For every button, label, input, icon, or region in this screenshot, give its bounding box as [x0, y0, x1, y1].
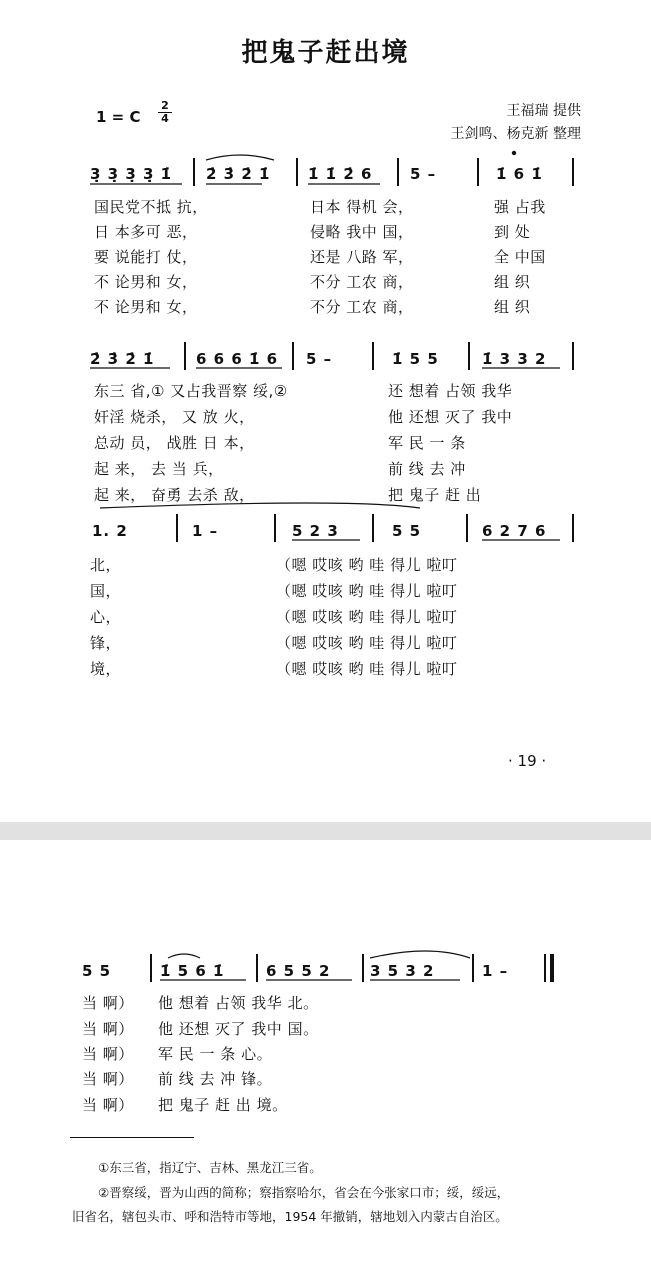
lyric-s1-v4-b: 不分 工农 商，	[310, 273, 414, 291]
lyric-s1-v1-a: 国民党不抵 抗，	[94, 198, 208, 216]
lyric-s3-v1-b: （嗯 哎咳 哟 哇 得儿 啦叮	[276, 556, 458, 574]
notes-s1-m2: 2̇ 3̇ 2̇ 1̇	[206, 165, 271, 183]
notes-s2-m2: 6 6 6 1̇ 6	[196, 350, 279, 368]
footnote-2: ②晋察绥，晋为山西的简称；察指察哈尔，省会在今张家口市；绥，绥远，	[98, 1185, 510, 1200]
lyric-s2-v2-b: 他 还想 灭了 我中	[388, 408, 513, 426]
lyric-s3-v3-a: 心，	[90, 608, 122, 626]
lyric-s4-v5-b: 把 鬼子 赶 出 境。	[158, 1096, 288, 1114]
lyric-s3-v5-a: 境，	[90, 660, 122, 678]
lyric-s4-v1-b: 他 想着 占领 我华 北。	[158, 994, 319, 1012]
notes-s3-m3: 5 2 3	[292, 522, 339, 540]
lyric-s2-v4-b: 前 线 去 冲	[388, 460, 466, 478]
slur	[100, 503, 420, 508]
lyric-s2-v4-a: 起 来， 去 当 兵，	[94, 460, 224, 478]
lyric-s1-v3-b: 还是 八路 军，	[310, 248, 414, 266]
notes-s2-m4: 1̇ 5 5	[392, 350, 439, 368]
lyric-s1-v1-c: 强 占我	[494, 198, 546, 216]
notes-s3-m4: 5 5	[392, 522, 422, 540]
notes-s1-m5: 1̇ 6 1̇	[496, 165, 543, 183]
lyric-s2-v3-b: 军 民 一 条	[388, 434, 466, 452]
notes-s3-m5: 6 2 7 6	[482, 522, 547, 540]
lyric-s1-v4-c: 组 织	[494, 273, 531, 291]
lyric-s4-v4-b: 前 线 去 冲 锋。	[158, 1070, 273, 1088]
notes-s3-m2: 1 –	[192, 522, 219, 540]
notes-s4-m5: 1 –	[482, 962, 509, 980]
lyric-s4-v2-a: 当 啊）	[82, 1020, 134, 1038]
lyric-s1-v3-c: 全 中国	[494, 248, 546, 266]
slur	[370, 951, 470, 958]
slur	[168, 954, 200, 958]
lyric-s1-v4-a: 不 论男和 女，	[94, 273, 198, 291]
key-signature: 1 = C	[96, 108, 141, 126]
song-title: 把鬼子赶出境	[241, 38, 410, 68]
credit-arranger: 王剑鸣、杨克新 整理	[450, 126, 581, 142]
notes-s2-m1: 2̇ 3̇ 2̇ 1̇	[90, 350, 155, 368]
lyric-s3-v4-b: （嗯 哎咳 哟 哇 得儿 啦叮	[276, 634, 458, 652]
lyric-s1-v1-b: 日本 得机 会，	[310, 198, 414, 216]
notes-s1-m3: 1̇ 1̇ 2̇ 6	[308, 165, 373, 183]
lyric-s2-v5-a: 起 来， 奋勇 去杀 敌，	[94, 486, 255, 504]
notes-s4-m1: 5 5	[82, 962, 112, 980]
footnote-1: ①东三省，指辽宁、吉林、黑龙江三省。	[98, 1160, 322, 1175]
notes-s2-m5: 1̇ 3 3 2	[482, 350, 547, 368]
lyric-s2-v3-a: 总动 员， 战胜 日 本，	[94, 434, 255, 452]
credit-provider: 王福瑞 提供	[506, 103, 581, 119]
lyric-s1-v3-a: 要 说能打 仗，	[94, 248, 198, 266]
footnote-2-cont: 旧省名，辖包头市、呼和浩特市等地，1954 年撤销，辖地划入内蒙古自治区。	[72, 1209, 508, 1224]
lyric-s3-v1-a: 北，	[90, 556, 122, 574]
accent-dot	[512, 151, 516, 155]
notes-s1-m4: 5 –	[410, 165, 437, 183]
lyric-s4-v4-a: 当 啊）	[82, 1070, 134, 1088]
lyric-s4-v3-a: 当 啊）	[82, 1045, 134, 1063]
meter-bottom: 4	[158, 112, 172, 125]
lyric-s1-v2-b: 侵略 我中 国，	[310, 223, 414, 241]
notes-s3-m1: 1. 2	[92, 522, 128, 540]
lyric-s4-v5-a: 当 啊）	[82, 1096, 134, 1114]
lyric-s1-v5-b: 不分 工农 商，	[310, 298, 414, 316]
lyric-s1-v2-c: 到 处	[494, 223, 531, 241]
notes-s2-m3: 5 –	[306, 350, 333, 368]
lyric-s3-v5-b: （嗯 哎咳 哟 哇 得儿 啦叮	[276, 660, 458, 678]
lyric-s4-v3-b: 军 民 一 条 心。	[158, 1045, 273, 1063]
lyric-s1-v2-a: 日 本多可 恶，	[94, 223, 198, 241]
lyric-s3-v4-a: 锋，	[90, 634, 122, 652]
notes-s4-m2: 1̇ 5 6 1̇	[160, 962, 225, 980]
lyric-s3-v2-a: 国，	[90, 582, 122, 600]
lyric-s3-v2-b: （嗯 哎咳 哟 哇 得儿 啦叮	[276, 582, 458, 600]
page-number: · 19 ·	[508, 752, 547, 770]
lyric-s1-v5-c: 组 织	[494, 298, 531, 316]
slur	[206, 155, 274, 160]
lyric-s4-v1-a: 当 啊）	[82, 994, 134, 1012]
lyric-s4-v2-b: 他 还想 灭了 我中 国。	[158, 1020, 319, 1038]
meter-top: 2	[161, 99, 169, 112]
lyric-s2-v1-a: 东三 省,① 又占我晋察 绥,②	[94, 382, 288, 400]
notes-s4-m3: 6 5 5 2	[266, 962, 331, 980]
lyric-s3-v3-b: （嗯 哎咳 哟 哇 得儿 啦叮	[276, 608, 458, 626]
lyric-s2-v2-a: 奸淫 烧杀， 又 放 火，	[94, 408, 255, 426]
lyric-s1-v5-a: 不 论男和 女，	[94, 298, 198, 316]
lyric-s2-v5-b: 把 鬼子 赶 出	[388, 486, 482, 504]
notes-s1-m1: 3̣ 3̣ 3̣ 3̣ 1̇	[90, 165, 173, 183]
lyric-s2-v1-b: 还 想着 占领 我华	[388, 382, 513, 400]
notes-s4-m4: 3 5 3 2	[370, 962, 435, 980]
